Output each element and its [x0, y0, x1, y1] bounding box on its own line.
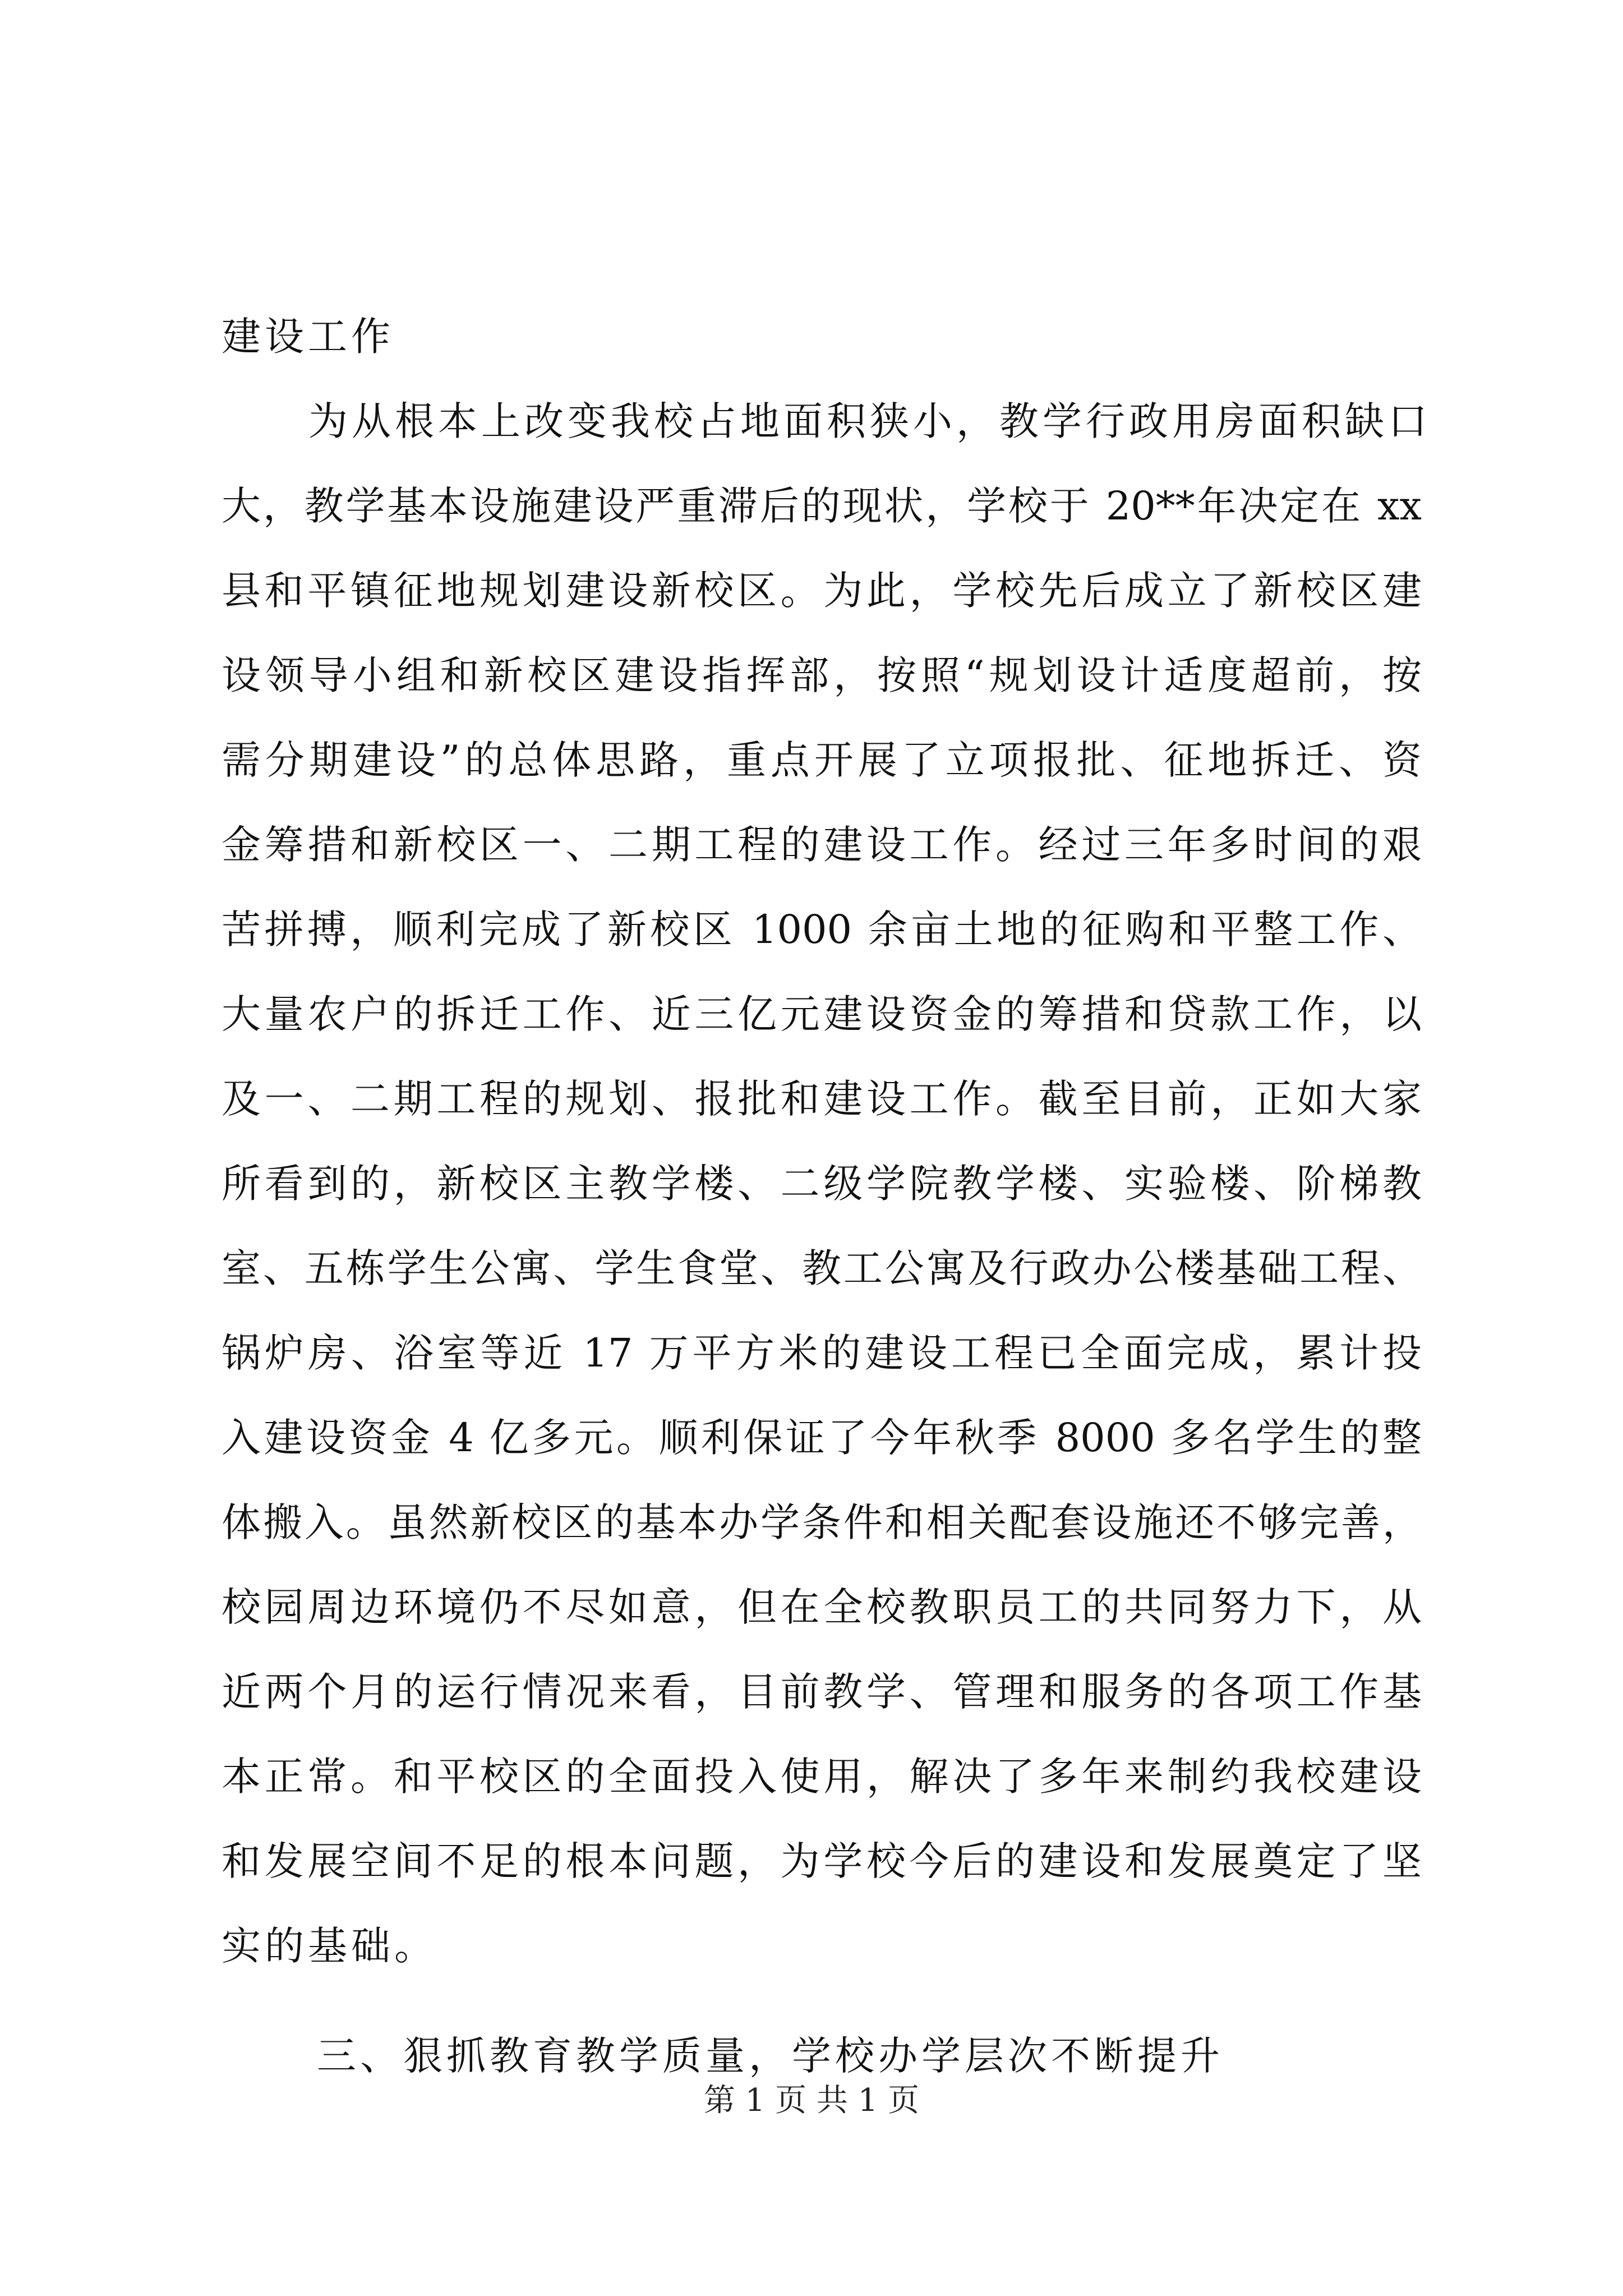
section-heading: 三、狠抓教育教学质量，学校办学层次不断提升	[317, 2033, 1224, 2079]
paragraph-line: 实的基础。	[222, 1923, 437, 1969]
page-footer: 第 1 页 共 1 页	[703, 2082, 920, 2119]
paragraph-line: 校园周边环境仍不尽如意，但在全校教职员工的共同努力下，从	[222, 1584, 1422, 1630]
paragraph-line: 大量农户的拆迁工作、近三亿元建设资金的筹措和贷款工作，以	[222, 991, 1422, 1037]
paragraph-line: 和发展空间不足的根本问题，为学校今后的建设和发展奠定了坚	[222, 1838, 1422, 1884]
paragraph-line: 及一、二期工程的规划、报批和建设工作。截至目前，正如大家	[222, 1076, 1422, 1122]
paragraph-line: 设领导小组和新校区建设指挥部，按照“规划设计适度超前，按	[222, 652, 1422, 698]
paragraph-line: 县和平镇征地规划建设新校区。为此，学校先后成立了新校区建	[222, 568, 1422, 614]
paragraph-line: 本正常。和平校区的全面投入使用，解决了多年来制约我校建设	[222, 1754, 1422, 1800]
paragraph-line: 锅炉房、浴室等近 17 万平方米的建设工程已全面完成，累计投	[222, 1330, 1422, 1376]
paragraph-line: 建设工作	[222, 314, 394, 360]
paragraph-line: 入建设资金 4 亿多元。顺利保证了今年秋季 8000 多名学生的整	[222, 1415, 1422, 1461]
paragraph-line: 近两个月的运行情况来看，目前教学、管理和服务的各项工作基	[222, 1669, 1422, 1715]
document-body	[222, 300, 1431, 2104]
paragraph-line: 大，教学基本设施建设严重滞后的现状，学校于 20**年决定在 xx	[222, 483, 1422, 529]
paragraph-line: 体搬入。虽然新校区的基本办学条件和相关配套设施还不够完善，	[222, 1499, 1422, 1545]
paragraph-line: 室、五栋学生公寓、学生食堂、教工公寓及行政办公楼基础工程、	[222, 1245, 1422, 1291]
paragraph-line: 需分期建设”的总体思路，重点开展了立项报批、征地拆迁、资	[222, 737, 1422, 783]
paragraph-line: 为从根本上改变我校占地面积狭小，教学行政用房面积缺口	[308, 398, 1431, 444]
paragraph-line: 金筹措和新校区一、二期工程的建设工作。经过三年多时间的艰	[222, 822, 1422, 868]
paragraph-line: 苦拼搏，顺利完成了新校区 1000 余亩土地的征购和平整工作、	[222, 907, 1422, 953]
paragraph-line: 所看到的，新校区主教学楼、二级学院教学楼、实验楼、阶梯教	[222, 1161, 1422, 1207]
